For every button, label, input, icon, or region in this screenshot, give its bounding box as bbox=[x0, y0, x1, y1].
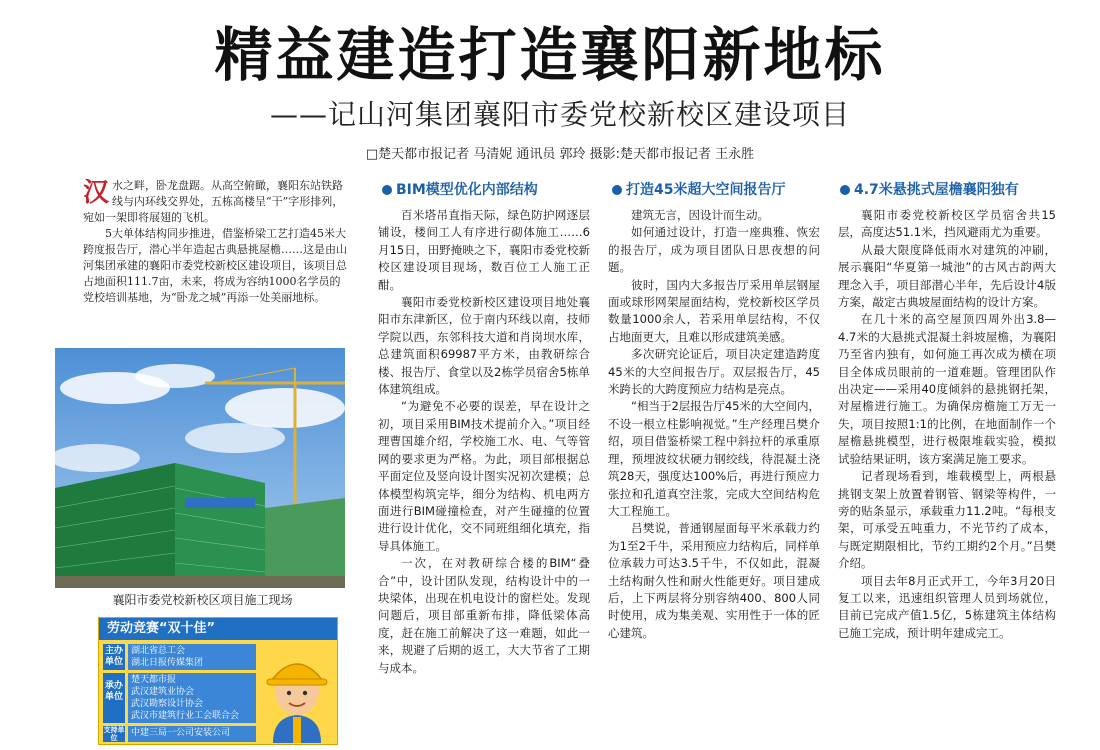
bullet-icon bbox=[612, 185, 622, 195]
contest-value: 中建三局一公司安装公司 bbox=[131, 728, 231, 738]
article-column-1 bbox=[378, 207, 590, 747]
labor-contest-box bbox=[98, 617, 338, 745]
section-heading-bim bbox=[382, 180, 538, 200]
article-paragraph: 吕樊说，普通钢屋面每平米承载力约为1至2千牛，采用预应力结构后，同样单位承载力可达3.5千牛，不仅如此，混凝土结构耐久性和耐火性能更好。项目建成后，上下两层将分别容纳400、800人同时使用，成为集美观、实用性于一体的匠心建筑。 bbox=[608, 521, 820, 640]
contest-row-values bbox=[128, 726, 256, 742]
contest-value: 楚天都市报 bbox=[131, 675, 177, 685]
article-paragraph: 彼时，国内大多报告厅采用单层钢屋面或球形网架屋面结构，党校新校区学员数量1000余人，若采用单层结构，不仅占地面更大，且难以形成建筑美感。 bbox=[608, 277, 820, 344]
dropcap: 汉 bbox=[83, 178, 110, 208]
article-paragraph: 记者现场看到，堆载模型上，两根悬挑钢支架上放置着钢管、钢梁等构件，一旁的贴条显示，承载重力11.2吨。“每根支架，可承受五吨重力，不光节约了成本，与既定期限相比，节约工期约2个月。”吕樊介绍。 bbox=[838, 469, 1056, 571]
section-heading-text: 打造45米超大空间报告厅 bbox=[626, 182, 786, 198]
bullet-icon bbox=[382, 185, 392, 195]
headline: 精益建造打造襄阳新地标 bbox=[214, 21, 886, 89]
article-paragraph: 如何通过设计，打造一座典雅、恢宏的报告厅，成为项目团队日思夜想的问题。 bbox=[608, 225, 820, 275]
bullet-icon bbox=[840, 185, 850, 195]
article-paragraph: 从最大限度降低雨水对建筑的冲刷，展示襄阳“华夏第一城池”的古风古韵两大理念入手，项目部潜心半年，先后设计4版方案，敲定古典坡屋面结构的设计方案。 bbox=[838, 242, 1056, 310]
article-paragraph: 襄阳市委党校新校区学员宿舍共15层，高度达51.1米，挡风避雨尤为重要。 bbox=[838, 208, 1056, 240]
contest-value: 湖北省总工会 bbox=[131, 646, 186, 656]
lead-paragraph: 5大单体结构同步推进，借鉴桥梁工艺打造45米大跨度报告厅，潜心半年造起古典悬挑屋檐……这是由山河集团承建的襄阳市委党校新校区建设项目，该项目总占地面积111.7亩，未来，将成为容纳1000名学员的党校培训基地，为“卧龙之城”再添一处美丽地标。 bbox=[83, 227, 347, 304]
section-heading-text: BIM模型优化内部结构 bbox=[396, 182, 538, 198]
lead-text bbox=[83, 178, 350, 338]
photo-caption: 襄阳市委党校新校区项目施工现场 bbox=[112, 593, 293, 607]
contest-row-values bbox=[128, 673, 256, 723]
article-paragraph: 在几十米的高空屋顶四周外出3.8—4.7米的大悬挑式混凝土斜坡屋檐，为襄阳乃至省内独有，如何施工再次成为横在项目全体成员眼前的一道难题。管理团队作出决定——采用40度倾斜的悬挑钢托架，对屋檐进行施工。为确保房檐施工万无一失，项目按照1:1的比例，在地面制作一个屋檐悬挑模型，进行极限堆载实验，模拟试验结果证明，该方案满足施工要求。 bbox=[838, 312, 1056, 466]
article-paragraph: 多次研究论证后，项目决定建造跨度45米的大空间报告厅。双层报告厅，45米跨长的大跨度预应力结构是亮点。 bbox=[608, 347, 820, 397]
lead-paragraph: 水之畔，卧龙盘踞。从高空俯瞰，襄阳东站铁路线与内环线交界处，五栋高楼呈“干”字形排列，宛如一架即将展翅的飞机。 bbox=[83, 179, 344, 224]
contest-value: 湖北日报传媒集团 bbox=[131, 658, 204, 668]
byline: □楚天都市报记者 马清妮 通讯员 郭玲 摄影:楚天都市报记者 王永胜 bbox=[365, 147, 755, 162]
article-paragraph: 建筑无言，因设计而生动。 bbox=[631, 208, 769, 222]
section-heading-report-hall bbox=[612, 180, 785, 200]
section-heading-eave bbox=[840, 180, 1019, 200]
article-paragraph: 百米塔吊直指天际，绿色防护网逐层铺设，楼间工人有序进行砌体施工……6月15日，田野掩映之下，襄阳市委党校新校区建设项目现场，数百位工人施工正酣。 bbox=[378, 208, 590, 292]
contest-row-label: 承办单位 bbox=[103, 673, 125, 723]
hardhat-worker-icon bbox=[259, 643, 335, 743]
contest-value: 武汉市建筑行业工会联合会 bbox=[131, 711, 240, 721]
subheadline: ——记山河集团襄阳市委党校新校区建设项目 bbox=[269, 98, 850, 131]
article-paragraph: 一次，在对教研综合楼的BIM“叠合”中，设计团队发现，结构设计中的一块梁体，出现在机电设计的窗栏处。发现问题后，项目部重新布排，降低梁体高度，赶在施工前解决了这一难题，如此一来，规避了后期的返工，大大节省了工期与成本。 bbox=[378, 556, 590, 675]
article-paragraph: “为避免不必要的误差，早在设计之初，项目采用BIM技术提前介入。”项目经理曹国雄介绍，学校施工水、电、气等管网的要求更为严格。为此，项目部根据总平面定位及竖向设计图实况初次建模；总体模型构筑完毕，细分为结构、机电两方面进行BIM碰撞检查，对产生碰撞的位置进行设计优化，交不同班组细化填充，指导具体施工。 bbox=[378, 399, 590, 553]
contest-value: 武汉勘察设计协会 bbox=[131, 699, 204, 709]
article-column-3 bbox=[838, 207, 1056, 747]
contest-title: 劳动竞赛“双十佳” bbox=[99, 618, 338, 640]
construction-site-illustration bbox=[55, 348, 345, 588]
contest-row-values bbox=[128, 644, 256, 670]
construction-site-photo bbox=[55, 348, 345, 588]
section-heading-text: 4.7米悬挑式屋檐襄阳独有 bbox=[854, 182, 1019, 198]
contest-row-label: 主办单位 bbox=[103, 644, 125, 670]
article-paragraph: 项目去年8月正式开工，今年3月20日复工以来，迅速组织管理人员到场就位，目前已完成产值1.5亿，5栋建筑主体结构已施工完成，预计明年建成完工。 bbox=[838, 573, 1056, 640]
article-paragraph: 襄阳市委党校新校区建设项目地处襄阳市东津新区，位于南内环线以南，技师学院以西，东邻科技大道和肖岗坝水库，总建筑面积69987平方米，由教研综合楼、报告厅、食堂以及2栋学员宿舍5栋单体建筑组成。 bbox=[378, 295, 590, 397]
contest-value: 武汉建筑业协会 bbox=[131, 687, 195, 697]
article-paragraph: “相当于2层报告厅45米的大空间内，不设一根立柱影响视觉。”生产经理吕樊介绍，项目借鉴桥梁工程中斜拉杆的承重原理，预埋波纹状硬力钢绞线，待混凝土浇筑28天，强度达100%后，再进行预应力张拉和孔道真空注浆，完成大空间结构危大工程施工。 bbox=[608, 399, 820, 518]
contest-row-label: 支持单位 bbox=[103, 726, 125, 742]
article-column-2 bbox=[608, 207, 820, 747]
